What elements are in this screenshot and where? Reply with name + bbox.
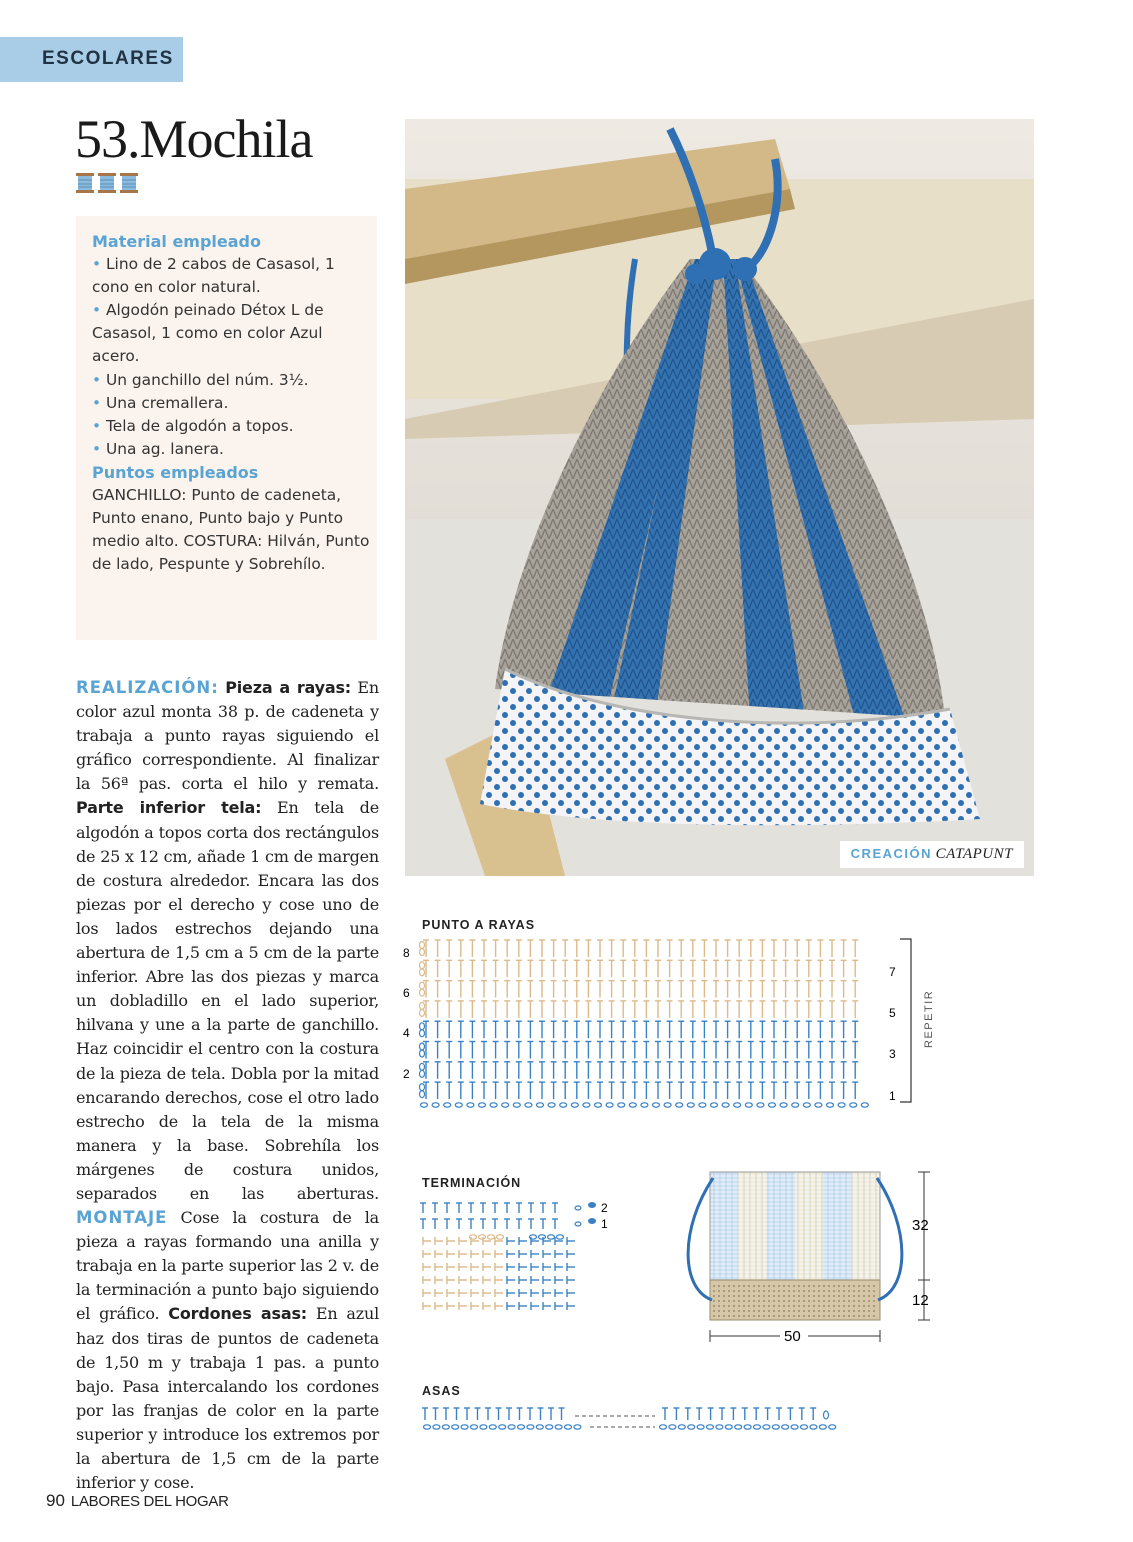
backpack-schematic — [680, 1168, 940, 1353]
materials-item: • Un ganchillo del núm. 3½. — [92, 370, 309, 389]
spool-icon — [98, 173, 116, 193]
materials-box — [76, 216, 377, 640]
montaje-label: MONTAJE — [76, 1208, 168, 1228]
materials-item: • Una ag. lanera. — [92, 439, 224, 458]
materials-heading: Material empleado — [92, 232, 261, 251]
asas-chart-title: ASAS — [422, 1384, 461, 1398]
realizacion-label: REALIZACIÓN: — [76, 678, 219, 697]
backpack-photo — [405, 119, 1034, 876]
difficulty-rating — [75, 172, 139, 198]
materials-item: • Lino de 2 cabos de Casasol, 1 cono en color natural. — [92, 255, 335, 297]
row-label: 4 — [403, 1026, 410, 1040]
row-label: 8 — [403, 946, 410, 960]
pieza-label: Pieza a rayas: — [225, 678, 351, 697]
terminacion-stitch-chart — [415, 1195, 625, 1320]
parte-text: En tela de algodón a topos corta dos rectángulos de 25 x 12 cm, añade 1 cm de margen de costura alrededor. Encara las dos piezas por el derecho y cose uno de los lados estrechos dejando una abertura de 1,5 cm a 5 cm de la parte inferior. Abre las dos piezas y marca un dobladillo en el lado superior, hilvana y une a la parte de ganchillo. Haz coincidir el centro con la costura de la pieza de tela. Dobla por la mitad encarando derechos, cose el otro lado estrecho de la tela de la misma manera y la base. Sobrehíla los márgenes de costura unidos, separados en las aberturas. — [76, 798, 379, 1203]
spool-icon — [76, 173, 94, 193]
stitches-heading: Puntos empleados — [92, 462, 259, 482]
row-label: 6 — [403, 986, 410, 1000]
parte-label: Parte inferior tela: — [76, 798, 262, 818]
section-tag-label: ESCOLARES — [42, 48, 174, 69]
magazine-name: LABORES DEL HOGAR — [70, 1493, 229, 1510]
row-label: 1 — [889, 1089, 896, 1103]
row-label: 2 — [403, 1067, 410, 1081]
row-label: 1 — [601, 1217, 608, 1231]
terminacion-chart-title: TERMINACIÓN — [422, 1176, 522, 1190]
row-label: 5 — [889, 1006, 896, 1020]
materials-item: • Tela de algodón a topos. — [92, 416, 294, 435]
instructions-text — [76, 676, 379, 1495]
page-footer — [46, 1491, 229, 1511]
rayas-chart-title: PUNTO A RAYAS — [422, 918, 536, 932]
rayas-stitch-chart — [395, 930, 955, 1115]
height-bottom-measure: 12 — [912, 1292, 929, 1309]
width-measure: 50 — [784, 1328, 801, 1345]
page-number: 90 — [46, 1491, 65, 1510]
montaje-text: Cose la costura de la pieza a rayas formando una anilla y trabaja en la parte superior las 2 v. de la terminación a punto bajo siguiendo el gráfico. — [76, 1208, 379, 1324]
row-label: 7 — [889, 965, 896, 979]
cordones-label: Cordones asas: — [168, 1304, 307, 1324]
asas-stitch-chart — [415, 1400, 845, 1440]
section-tag — [0, 37, 183, 82]
photo-credit: CREACIÓN CATAPUNT — [840, 841, 1024, 868]
pieza-text: En color azul monta 38 p. de cadeneta y trabaja a punto rayas siguiendo el gráfico correspondiente. Al finalizar la 56ª pas. corta el hilo y remata. — [76, 678, 379, 794]
row-label: 3 — [889, 1047, 896, 1061]
cordones-text: En azul haz dos tiras de puntos de cadeneta de 1,50 m y trabaja 1 pas. a punto bajo. Pasa intercalando los cordones por las franjas de color en la parte superior y introduce los extremos por la abertura de 1,5 cm de la parte inferior y cose. — [76, 1304, 379, 1493]
materials-item: • Una cremallera. — [92, 393, 229, 412]
spool-icon — [120, 173, 138, 193]
materials-item: • Algodón peinado Détox L de Casasol, 1 como en color Azul acero. — [92, 301, 324, 366]
stitches-text: GANCHILLO: Punto de cadeneta, Punto enano, Punto bajo y Punto medio alto. COSTURA: Hilván, Punto de lado, Pespunte y Sobrehílo. — [92, 486, 370, 574]
row-label: 2 — [601, 1201, 608, 1215]
page-title: 53.Mochila — [75, 109, 313, 169]
repeat-label: REPETIR — [923, 989, 935, 1048]
height-top-measure: 32 — [912, 1217, 929, 1234]
